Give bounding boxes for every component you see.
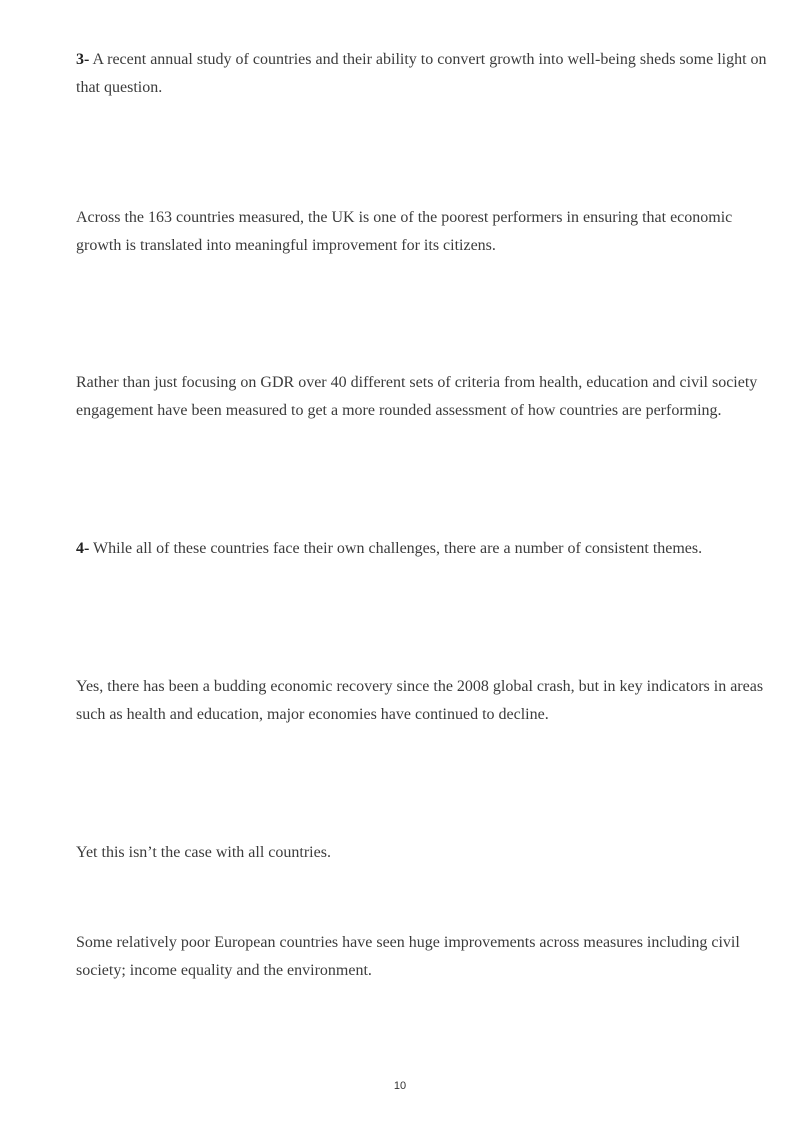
paragraph-2-text: Across the 163 countries measured, the UK is one of the poorest performers in ensuring that economic growth is translated into meaningful improvement for its citizens. xyxy=(76,209,733,254)
paragraph-7-text: Some relatively poor European countries have seen huge improvements across measures including civil society; income equality and the environment. xyxy=(76,934,740,979)
paragraph-2 xyxy=(76,204,776,260)
paragraph-4 xyxy=(76,535,776,563)
page-number: 10 xyxy=(393,1080,407,1092)
paragraph-3 xyxy=(76,369,776,425)
paragraph-1-text: A recent annual study of countries and their ability to convert growth into well-being sheds some light on that question. xyxy=(76,51,767,96)
paragraph-5-text: Yes, there has been a budding economic recovery since the 2008 global crash, but in key indicators in areas such as health and education, major economies have continued to decline. xyxy=(76,678,764,723)
paragraph-6-text: Yet this isn’t the case with all countries. xyxy=(76,844,331,861)
paragraph-7 xyxy=(76,929,776,985)
paragraph-5 xyxy=(76,673,776,729)
section-number-3: 3- xyxy=(76,51,90,68)
paragraph-4-text: While all of these countries face their own challenges, there are a number of consistent themes. xyxy=(89,540,703,557)
section-number-4: 4- xyxy=(76,540,90,557)
paragraph-1 xyxy=(76,46,776,102)
paragraph-3-text: Rather than just focusing on GDR over 40 different sets of criteria from health, education and civil society engagement have been measured to get a more rounded assessment of how countries are performing. xyxy=(76,374,758,419)
paragraph-6 xyxy=(76,839,776,867)
